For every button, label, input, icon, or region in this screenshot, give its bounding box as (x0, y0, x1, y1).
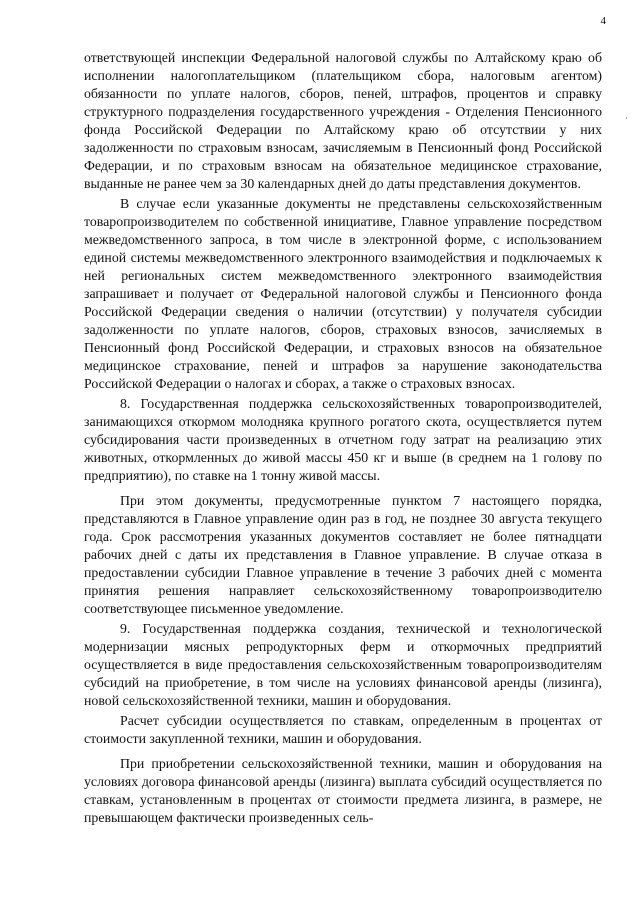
page-number: 4 (600, 15, 606, 27)
paragraph-2: В случае если указанные документы не представлены сельскохозяйственным товаропроизводителем по собственной инициативе, Главное управление посредством межведомственного запроса, в том числе в электронной форме, с использованием единой системы межведомственного электронного взаимодействия и подключаемых к ней региональных систем межведомственного электронного взаимодействия запрашивает и получает от Федеральной налоговой службы и Пенсионного фонда Российской Федерации сведения о наличии (отсутствии) у получателя субсидии задолженности по уплате налогов, сборов, страховых взносов, зачисляемых в Пенсионный фонд Российской Федерации, и страховых взносов на обязательное медицинское страхование, пеней и штрафов за нарушение законодательства Российской Федерации о налогах и сборах, а также о страховых взносах. (84, 196, 602, 391)
paragraph-4: При этом документы, предусмотренные пунктом 7 настоящего порядка, представляются в Главное управление один раз в год, не позднее 30 августа текущего года. Срок рассмотрения указанных документов составляет не более пятнадцати рабочих дней с даты их представления в Главное управление. В случае отказа в предоставлении субсидии Главное управление в течение 3 рабочих дней с момента принятия решения направляет сельскохозяйственному товаропроизводителю соответствующее письменное уведомление. (84, 493, 602, 616)
document-body (84, 49, 602, 829)
margin-mark: · (625, 113, 628, 123)
paragraph-7: При приобретении сельскохозяйственной техники, машин и оборудования на условиях договора финансовой аренды (лизинга) выплата субсидий осуществляется по ставкам, установленным в процентах от стоимости предмета лизинга, в размере, не превышающем фактически произведенных сель- (84, 756, 602, 825)
paragraph-5: 9. Государственная поддержка создания, технической и технологической модернизации мясных репродукторных ферм и откормочных предприятий осуществляется в виде предоставления сельскохозяйственным товаропроизводителям субсидий на приобретение, в том числе на условиях финансовой аренды (лизинга), новой сельскохозяйственной техники, машин и оборудования. (84, 621, 602, 708)
paragraph-3: 8. Государственная поддержка сельскохозяйственных товаропроизводителей, занимающихся откормом молодняка крупного рогатого скота, осуществляется путем субсидирования части произведенных в отчетном году затрат на реализацию этих животных, откормленных до живой массы 450 кг и выше (в среднем на 1 голову по предприятию), по ставке на 1 тонну живой массы. (84, 396, 602, 483)
paragraph-1: ответствующей инспекции Федеральной налоговой службы по Алтайскому краю об исполнении налогоплательщиком (плательщиком сбора, налоговым агентом) обязанности по уплате налогов, сборов, пеней, штрафов, процентов и справку структурного подразделения государственного учреждения - Отделения Пенсионного фонда Российской Федерации по Алтайскому краю об отсутствии у них задолженности по страховым взносам, зачисляемым в Пенсионный фонд Российской Федерации, и по страховым взносам на обязательное медицинское страхование, выданные не ранее чем за 30 календарных дней до даты представления документов. (84, 50, 602, 191)
paragraph-6: Расчет субсидии осуществляется по ставкам, определенным в процентах от стоимости закупленной техники, машин и оборудования. (84, 713, 602, 746)
